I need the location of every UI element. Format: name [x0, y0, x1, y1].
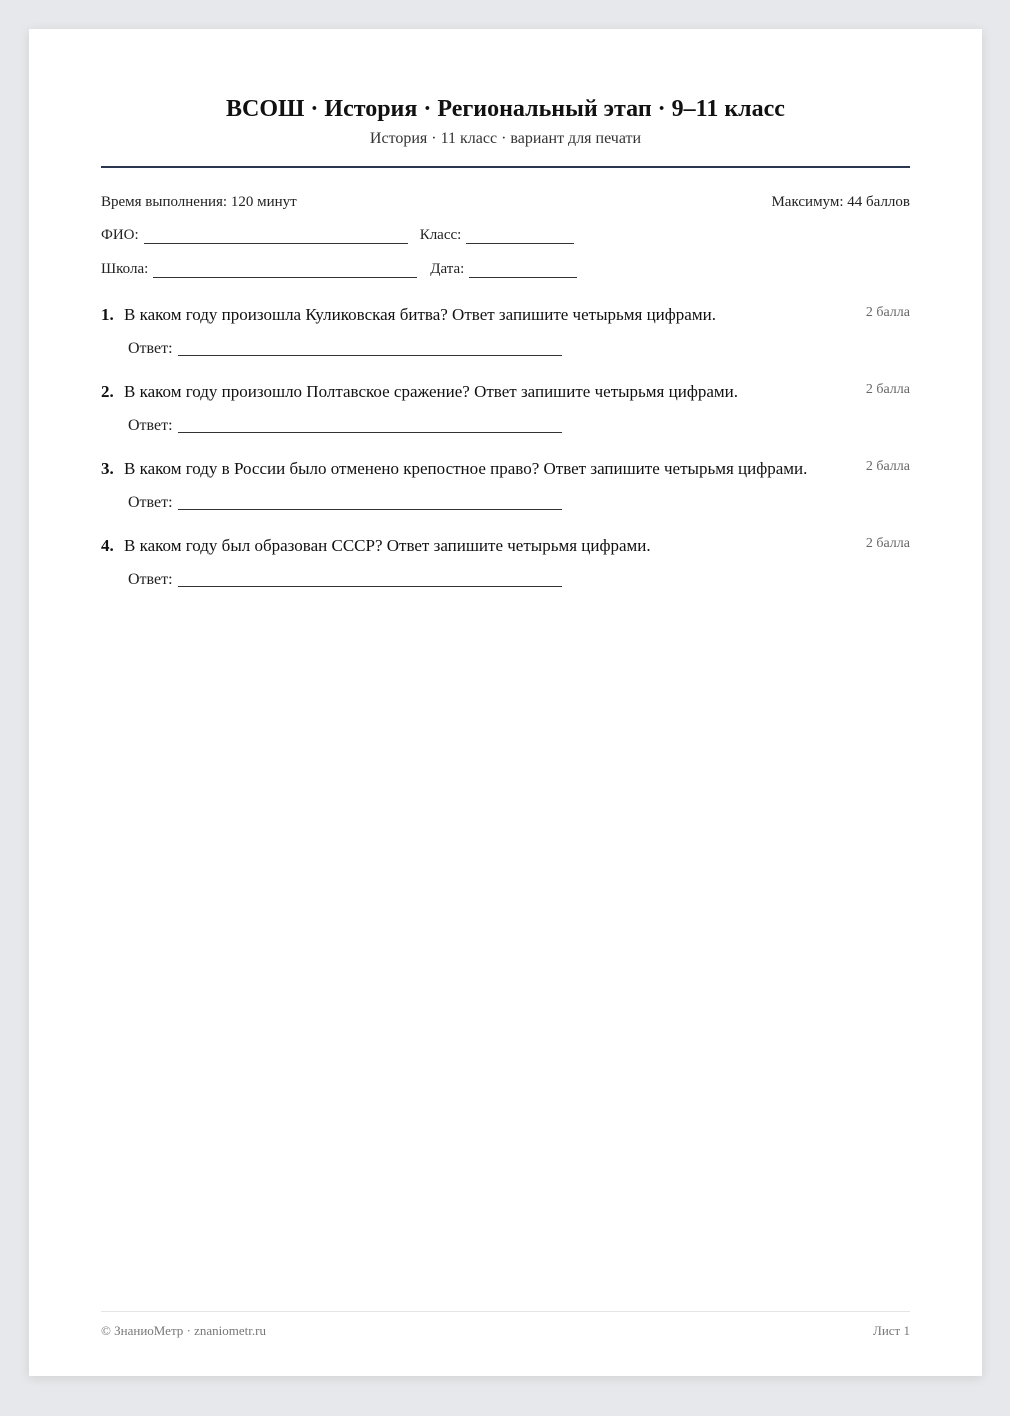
question-text: В каком году произошла Куликовская битва? Ответ запишите четырьмя цифрами. [124, 305, 716, 324]
footer-copyright: © ЗнаниоМетр · znaniometr.ru [101, 1323, 266, 1338]
fio-label: ФИО: [101, 227, 139, 243]
page-title: ВСОШ · История · Региональный этап · 9–11 класс [226, 96, 785, 122]
answer-label: Ответ: [128, 417, 173, 434]
page-subtitle: История · 11 класс · вариант для печати [369, 130, 642, 147]
answer-row [101, 416, 910, 436]
answer-field-3[interactable] [178, 495, 562, 510]
school-field[interactable] [153, 263, 417, 278]
question-list [101, 304, 910, 590]
question-number: 3. [101, 459, 114, 478]
question-2 [101, 381, 910, 436]
question-3 [101, 458, 910, 513]
question-points: 2 балла [865, 459, 910, 474]
answer-row [101, 339, 910, 359]
question-points: 2 балла [865, 305, 910, 320]
question-4 [101, 535, 910, 590]
school-label: Школа: [101, 261, 149, 277]
question-line [101, 458, 910, 480]
answer-label: Ответ: [128, 571, 173, 588]
sheet-footer [101, 1311, 910, 1339]
sheet-content [101, 29, 910, 1376]
date-field[interactable] [469, 263, 577, 278]
question-text: В каком году в России было отменено крепостное право? Ответ запишите четырьмя цифрами. [124, 459, 808, 478]
fio-field[interactable] [144, 229, 408, 244]
question-line [101, 381, 910, 403]
question-points: 2 балла [865, 382, 910, 397]
time-limit: Время выполнения: 120 минут [101, 194, 297, 210]
page-number: Лист 1 [873, 1323, 910, 1338]
question-number: 2. [101, 382, 114, 401]
exam-sheet [29, 29, 982, 1376]
question-number: 1. [101, 305, 114, 324]
answer-row [101, 493, 910, 513]
date-label: Дата: [430, 261, 465, 277]
class-label: Класс: [419, 227, 462, 243]
student-fields-row-1 [101, 226, 910, 244]
student-fields-row-2 [101, 260, 910, 278]
meta-row [101, 193, 910, 211]
answer-field-1[interactable] [178, 341, 562, 356]
question-1 [101, 304, 910, 359]
question-line [101, 304, 910, 326]
answer-row [101, 570, 910, 590]
class-field[interactable] [466, 229, 574, 244]
answer-field-4[interactable] [178, 572, 562, 587]
question-line [101, 535, 910, 557]
question-text: В каком году был образован СССР? Ответ запишите четырьмя цифрами. [124, 536, 651, 555]
question-points: 2 балла [865, 536, 910, 551]
question-text: В каком году произошло Полтавское сражение? Ответ запишите четырьмя цифрами. [124, 382, 738, 401]
max-score: Максимум: 44 баллов [771, 194, 910, 210]
answer-field-2[interactable] [178, 418, 562, 433]
sheet-header [101, 29, 910, 149]
question-number: 4. [101, 536, 114, 555]
answer-label: Ответ: [128, 340, 173, 357]
answer-label: Ответ: [128, 494, 173, 511]
header-divider [101, 166, 910, 168]
